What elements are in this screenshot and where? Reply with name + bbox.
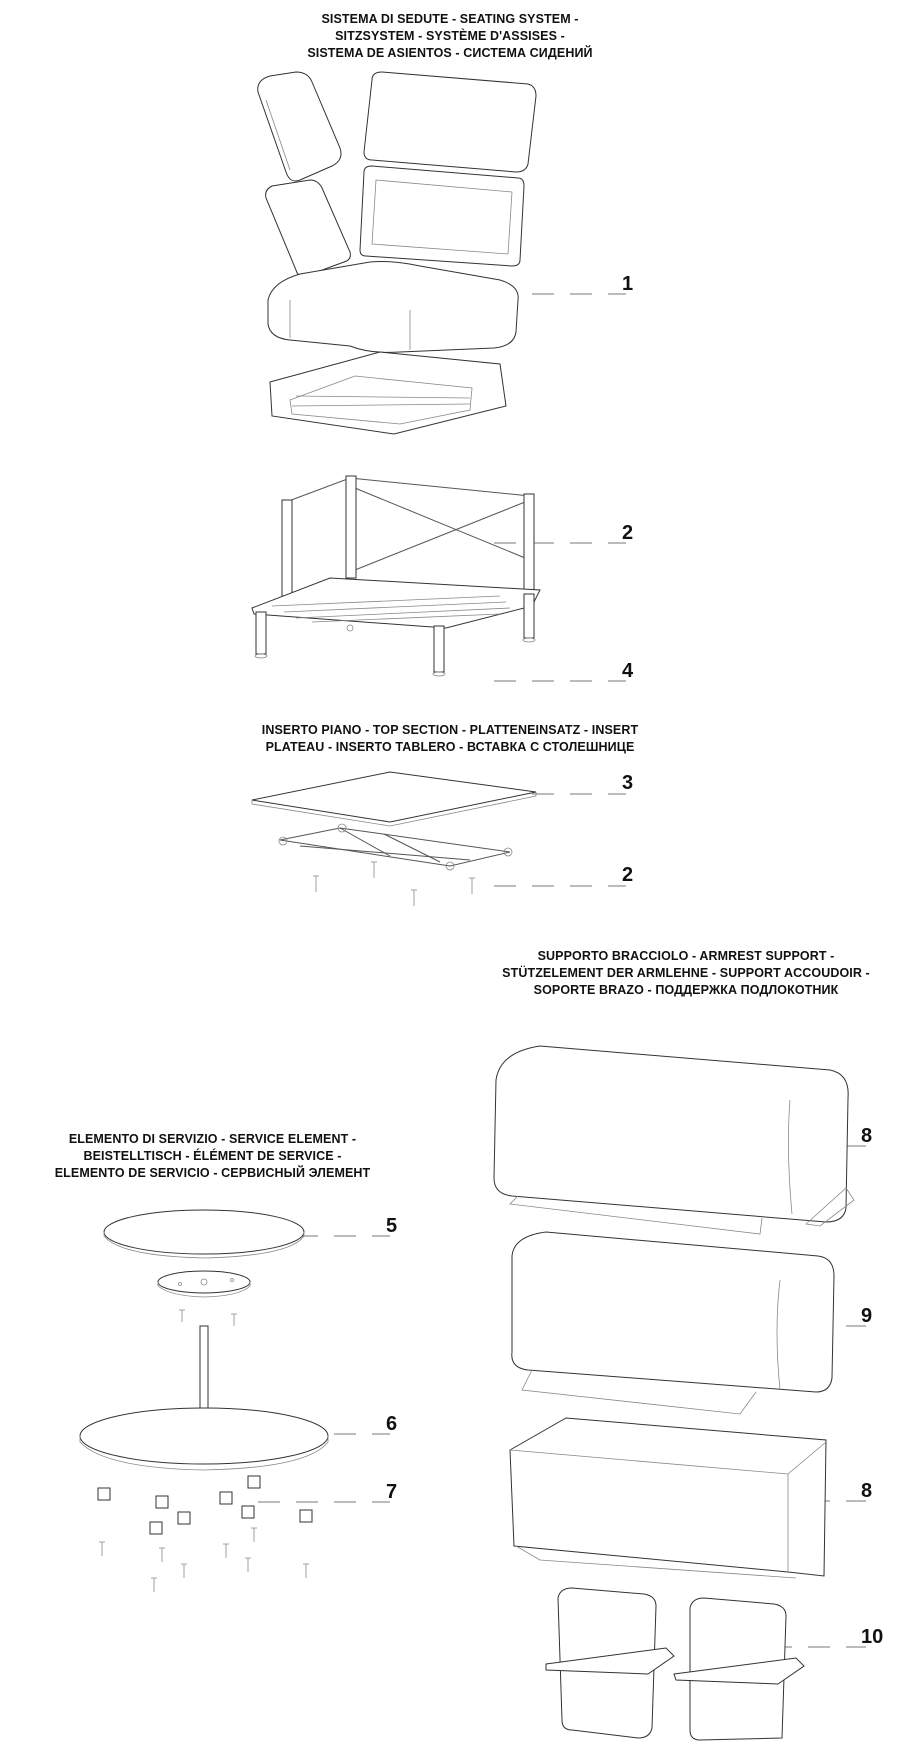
back-cushion-large — [364, 72, 536, 172]
title-line: STÜTZELEMENT DER ARMLEHNE - SUPPORT ACCOUDOIR - — [502, 966, 870, 980]
title-line: SISTEMA DE ASIENTOS - СИСТЕМА СИДЕНИЙ — [307, 46, 593, 60]
callout-8: 8 — [861, 1480, 873, 1502]
title-line: ELEMENTO DE SERVICIO - СЕРВИСНЫЙ ЭЛЕМЕНТ — [54, 1166, 371, 1180]
title-line: BEISTELLTISCH - ÉLÉMENT DE SERVICE - — [83, 1149, 342, 1163]
callout-6: 6 — [386, 1413, 398, 1435]
title-line: SISTEMA DI SEDUTE - SEATING SYSTEM - — [321, 12, 579, 26]
armrest-bracket-left — [546, 1588, 674, 1738]
callout-5: 5 — [386, 1215, 398, 1237]
service-top-plate — [158, 1271, 250, 1297]
title-line: INSERTO PIANO - TOP SECTION - PLATTENEINSATZ - INSERT — [261, 723, 639, 737]
service-feet — [98, 1476, 312, 1534]
seat-base — [270, 352, 506, 434]
seat-cushion — [268, 262, 518, 353]
title-line: ELEMENTO DI SERVIZIO - SERVICE ELEMENT - — [68, 1132, 357, 1146]
title-line: SOPORTE BRAZO - ПОДДЕРЖКА ПОДЛОКОТНИК — [533, 983, 839, 997]
side-cushion — [266, 180, 351, 276]
callout-8: 8 — [861, 1125, 873, 1147]
top-support-frame — [279, 824, 512, 870]
callout-4: 4 — [622, 660, 634, 682]
table-top-panel — [252, 772, 536, 826]
service-table-top — [104, 1210, 304, 1258]
back-cushion-small — [258, 72, 341, 181]
title-line: SITZSYSTEM - SYSTÈME D'ASSISES - — [335, 29, 565, 43]
callout-7: 7 — [386, 1481, 398, 1503]
title-line: PLATEAU - INSERTO TABLERO - ВСТАВКА С СТОЛЕШНИЦЕ — [265, 740, 635, 754]
callout-2: 2 — [622, 522, 634, 544]
callout-2: 2 — [622, 864, 634, 886]
seat-frame — [252, 476, 540, 676]
callout-1: 1 — [622, 273, 634, 295]
callout-9: 9 — [861, 1305, 873, 1327]
armrest-bracket-right — [674, 1598, 804, 1740]
title-line: SUPPORTO BRACCIOLO - ARMREST SUPPORT - — [537, 949, 835, 963]
backrest-frame-cushion — [360, 166, 524, 266]
service-foot-screws — [99, 1528, 309, 1592]
callout-10: 10 — [861, 1626, 884, 1648]
armrest-cushion-top — [494, 1046, 854, 1234]
top-screws — [313, 862, 475, 906]
armrest-cushion-middle — [512, 1232, 834, 1414]
service-base — [80, 1408, 328, 1470]
armrest-box — [510, 1418, 826, 1578]
service-screws — [179, 1310, 237, 1326]
callout-3: 3 — [622, 772, 634, 794]
